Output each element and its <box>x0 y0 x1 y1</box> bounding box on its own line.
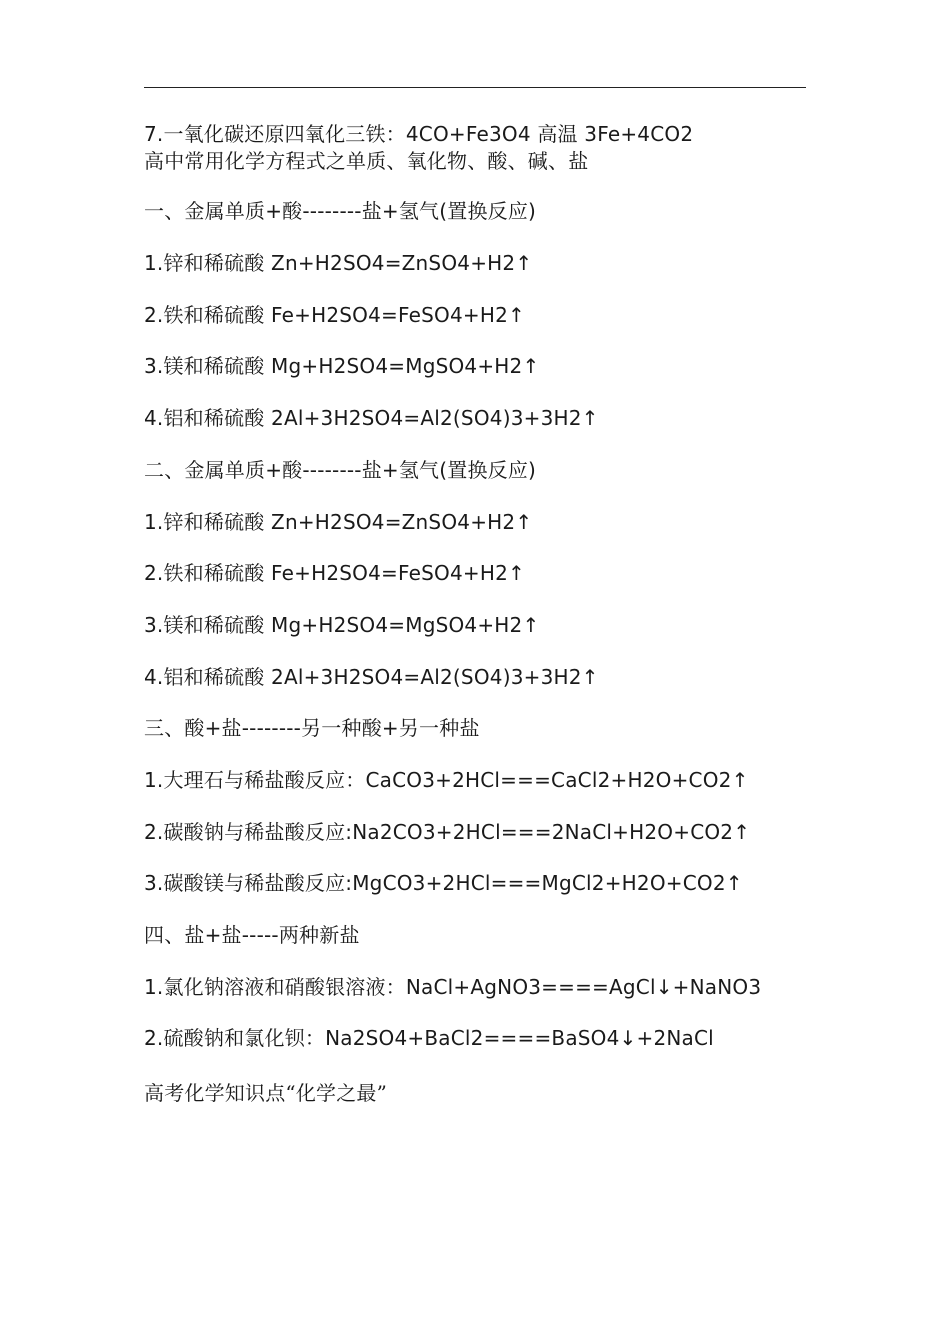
equation-line: 1.大理石与稀盐酸反应：CaCO3+2HCl===CaCl2+H2O+CO2↑ <box>144 768 749 792</box>
section-heading: 二、金属单质+酸--------盐+氢气(置换反应) <box>144 458 537 482</box>
equation-line: 2.硫酸钠和氯化钡：Na2SO4+BaCl2====BaSO4↓+2NaCl <box>144 1026 714 1050</box>
section-heading: 高中常用化学方程式之单质、氧化物、酸、碱、盐 <box>144 149 589 173</box>
equation-line: 3.镁和稀硫酸 Mg+H2SO4=MgSO4+H2↑ <box>144 613 540 637</box>
equation-line: 1.氯化钠溶液和硝酸银溶液：NaCl+AgNO3====AgCl↓+NaNO3 <box>144 975 762 999</box>
equation-line: 1.锌和稀硫酸 Zn+H2SO4=ZnSO4+H2↑ <box>144 510 533 534</box>
section-heading: 一、金属单质+酸--------盐+氢气(置换反应) <box>144 199 537 223</box>
equation-line: 2.铁和稀硫酸 Fe+H2SO4=FeSO4+H2↑ <box>144 561 525 585</box>
header-rule <box>144 87 806 88</box>
equation-line: 3.镁和稀硫酸 Mg+H2SO4=MgSO4+H2↑ <box>144 354 540 378</box>
equation-line: 1.锌和稀硫酸 Zn+H2SO4=ZnSO4+H2↑ <box>144 251 533 275</box>
section-heading: 四、盐+盐-----两种新盐 <box>144 923 360 947</box>
section-heading: 三、酸+盐--------另一种酸+另一种盐 <box>144 716 480 740</box>
equation-line: 4.铝和稀硫酸 2Al+3H2SO4=Al2(SO4)3+3H2↑ <box>144 665 599 689</box>
equation-line: 7.一氧化碳还原四氧化三铁：4CO+Fe3O4 高温 3Fe+4CO2 <box>144 122 694 146</box>
equation-line: 2.铁和稀硫酸 Fe+H2SO4=FeSO4+H2↑ <box>144 303 525 327</box>
section-heading: 高考化学知识点“化学之最” <box>144 1081 388 1105</box>
equation-line: 4.铝和稀硫酸 2Al+3H2SO4=Al2(SO4)3+3H2↑ <box>144 406 599 430</box>
equation-line: 2.碳酸钠与稀盐酸反应:Na2CO3+2HCl===2NaCl+H2O+CO2↑ <box>144 820 751 844</box>
equation-line: 3.碳酸镁与稀盐酸反应:MgCO3+2HCl===MgCl2+H2O+CO2↑ <box>144 871 743 895</box>
